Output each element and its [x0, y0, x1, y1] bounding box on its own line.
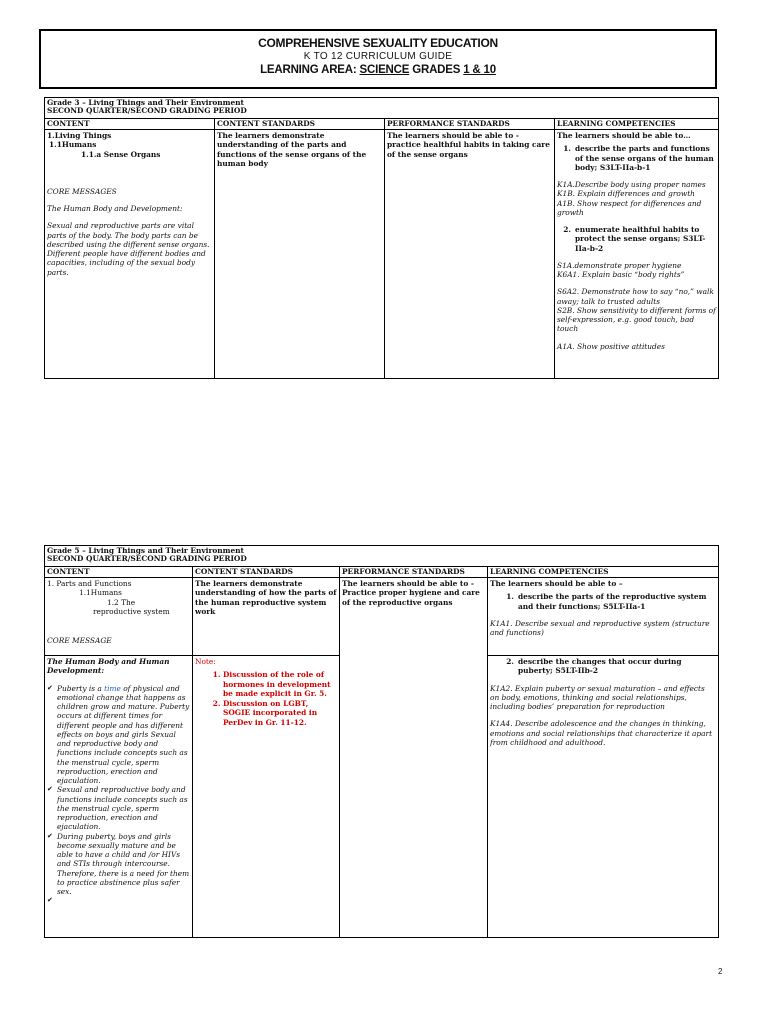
skill-k1a: K1A.Describe body using proper names — [557, 180, 706, 190]
grade-line: Grade 3 – Living Things and Their Environment — [47, 98, 244, 107]
document-subtitle: K TO 12 CURRICULUM GUIDE — [303, 51, 453, 62]
learning-area-line — [41, 64, 715, 76]
learning-area-subject: SCIENCE — [359, 64, 410, 76]
table-title-row — [45, 98, 719, 119]
col-header-performance-standards: PERFORMANCE STANDARDS — [340, 567, 488, 578]
list-item: ✔ During puberty, boys and girls become sexually mature and be able to have a child and /or HIVs and STIs through intercourse. Therefore, there is a need for them to practice abstinence plus safer sex. — [47, 832, 190, 897]
content-subsubtopic: 1.1.a Sense Organs — [81, 149, 161, 159]
content-subsubtopic-cont: reproductive system — [93, 606, 170, 616]
content-topic: 1. Parts and Functions — [47, 579, 132, 589]
core-subhead: The Human Body and Human Development: — [47, 657, 170, 676]
learning-area-grades-prefix: GRADES — [409, 64, 464, 76]
core-message-list — [47, 684, 190, 897]
skill-a1a: A1A. Show positive attitudes — [557, 341, 665, 351]
competencies-cell — [555, 130, 719, 379]
list-item: ✔ Sexual and reproductive body and functions include concepts such as the menstrual cycle, sperm reproduction, erection and ejaculation. — [47, 785, 190, 831]
core-messages-label: CORE MESSAGES — [47, 186, 117, 196]
content-subsubtopic: 1.2 The — [107, 597, 136, 607]
list-item: 1. Discussion of the role of hormones in development be made explicit in Gr. 5. — [223, 670, 337, 698]
skill-k1a1: K1A1. Describe sexual and reproductive system (structure and functions) — [490, 618, 710, 638]
grade3-curriculum-table — [44, 97, 719, 379]
column-header-row — [45, 119, 719, 130]
skill-k1b: K1B. Explain differences and growth — [557, 189, 695, 199]
performance-standards-cell: The learners should be able to - practice healthful habits in taking care of the sense organs — [385, 130, 555, 379]
competencies-cell — [488, 578, 719, 656]
note-list — [195, 670, 337, 727]
competency-item: 1. describe the parts of the reproductive system and their functions; S5LT-IIa-1 — [506, 592, 707, 611]
period-line: SECOND QUARTER/SECOND GRADING PERIOD — [47, 554, 247, 564]
table-row — [45, 578, 719, 656]
core-body: Sexual and reproductive parts are vital parts of the body. The body parts can be described using the different sense organs. Different people have different bodies and capacities, including of the sexual body parts. — [47, 221, 210, 277]
grade5-curriculum-table — [44, 545, 719, 938]
table-title-row — [45, 546, 719, 567]
competency-item: 2. enumerate healthful habits to protect the sense organs; S3LT-IIa-b-2 — [563, 225, 706, 253]
performance-standards-cell: The learners should be able to - Practice proper hygiene and care of the reproductive organs — [340, 578, 488, 938]
document-title: COMPREHENSIVE SEXUALITY EDUCATION — [258, 36, 498, 50]
list-item: 2. Discussion on LGBT, SOGIE incorporated in PerDev in Gr. 11-12. — [223, 699, 337, 727]
col-header-learning-competencies: LEARNING COMPETENCIES — [488, 567, 719, 578]
content-cell — [45, 130, 215, 379]
content-topic: 1.Living Things — [47, 131, 112, 141]
col-header-content-standards: CONTENT STANDARDS — [193, 567, 340, 578]
skill-k6a1: K6A1. Explain basic “body rights” — [557, 270, 685, 280]
content-cell — [45, 656, 193, 938]
competencies-cell — [488, 656, 719, 938]
competency-item: 2. describe the changes that occur during puberty; S5LT-IIb-2 — [506, 657, 682, 676]
skill-a1b: A1B. Show respect for differences and growth — [557, 198, 702, 217]
competency-item: 1. describe the parts and functions of the sense organs of the human body; S3LT-IIa-b-1 — [563, 144, 714, 172]
column-header-row — [45, 567, 719, 578]
content-cell — [45, 578, 193, 656]
skill-k1a2: K1A2. Explain puberty or sexual maturation – and effects on body, emotions, thinking and social relationships, including bodies’ preparation for reproduction — [490, 683, 705, 712]
learning-area-prefix: LEARNING AREA: — [260, 64, 360, 76]
col-header-learning-competencies: LEARNING COMPETENCIES — [555, 119, 719, 130]
document-header — [39, 29, 717, 89]
learning-area-grades: 1 & 10 — [463, 64, 496, 76]
note-label: Note: — [195, 657, 216, 667]
page-number: 2 — [718, 967, 723, 976]
skill-k1a4: K1A4. Describe adolescence and the changes in thinking, emotions and social relationships that characterize it apart from childhood and adulthood. — [490, 719, 713, 747]
content-subtopic: 1.1Humans — [79, 588, 122, 598]
competencies-intro: The learners should be able to – — [490, 579, 623, 589]
list-item: ✔ Puberty is a time of physical and emotional change that happens as children grow and mature. Puberty occurs at different times for different people and has different effects on boys and girls Sexual and reproductive body and functions include concepts such as the menstrual cycle, sperm reproduction, erection and ejaculation. — [47, 684, 190, 786]
content-standards-note-cell — [193, 656, 340, 938]
period-line: SECOND QUARTER/SECOND GRADING PERIOD — [47, 106, 247, 116]
skill-s2b: S2B. Show sensitivity to different forms of self-expression, e.g. good touch, bad touch — [557, 305, 716, 334]
col-header-content: CONTENT — [45, 119, 215, 130]
content-standards-cell: The learners demonstrate understanding of the parts and functions of the sense organs of the human body — [215, 130, 385, 379]
competencies-intro: The learners should be able to… — [557, 131, 691, 141]
grade-line: Grade 5 – Living Things and Their Environment — [47, 546, 244, 555]
col-header-content-standards: CONTENT STANDARDS — [215, 119, 385, 130]
core-subhead: The Human Body and Development: — [47, 204, 183, 214]
col-header-content: CONTENT — [45, 567, 193, 578]
content-standards-cell: The learners demonstrate understanding of how the parts of the human reproductive system work — [193, 578, 340, 656]
content-subtopic: 1.1Humans — [49, 140, 97, 150]
table-row — [45, 130, 719, 379]
skill-s1a: S1A.demonstrate proper hygiene — [557, 260, 682, 270]
skill-s6a2: S6A2. Demonstrate how to say “no,” walk away; talk to trusted adults — [557, 287, 714, 306]
col-header-performance-standards: PERFORMANCE STANDARDS — [385, 119, 555, 130]
core-message-label: CORE MESSAGE — [47, 636, 112, 646]
